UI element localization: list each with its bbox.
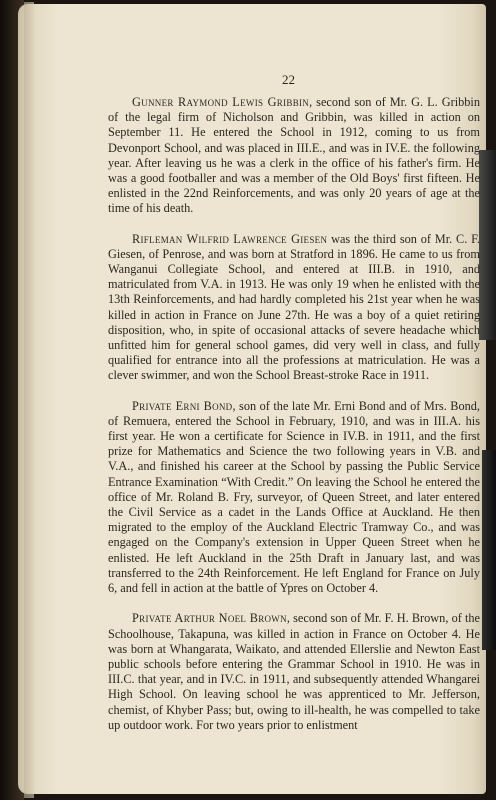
- entry-gribbin: [108, 95, 480, 217]
- entry-name: Private Erni Bond: [132, 398, 233, 413]
- facing-page-photo-top: [479, 150, 496, 340]
- entry-text: was the third son of Mr. C. F. Giesen, of Penrose, and was born at Stratford in 1896. He came to us from Wanganui Collegiate School, and entered at III.B. in 1910, and matriculated from V.A. in 1913. He was only 19 when he enlisted with the 13th Reinforcements, and had hardly completed his 21st year when he was killed in action in France on June 27th. He was a boy of a quiet retiring disposition, who, in spite of occasional attacks of severe headache which unfitted him for general school games, did very well in class, and fully qualified for entrance into all the professions at matriculation. He was a clever swimmer, and won the School Breast-stroke Race in 1911.: [108, 231, 481, 383]
- entry-text: , second son of Mr. G. L. Gribbin of the legal firm of Nicholson and Gribbin, was killed in action on September 11. He entered the School in 1912, coming to us from Devonport School, and was placed in III.E., and was in IV.E. the following year. After leaving us he was a clerk in the office of his father's firm. He was a good footballer and was a member of the Old Boys' first fifteen. He enlisted in the 22nd Reinforcements, and was only 20 years of age at the time of his death.: [108, 95, 480, 216]
- page-number: 22: [282, 72, 295, 87]
- facing-page-photo-bottom: [482, 450, 496, 650]
- entry-brown: [108, 611, 480, 733]
- entry-name: Gunner Raymond Lewis Gribbin: [132, 95, 310, 109]
- page-gutter: [24, 2, 34, 798]
- entry-bond: [108, 399, 480, 597]
- entry-text: , son of the late Mr. Erni Bond and of Mrs. Bond, of Remuera, entered the School in February, 1910, and was in III.A. his first year. He won a certificate for Science in IV.B. in 1911, and the first prize for Mathematics and Science the two following years in V.B. and V.A., and finished his career at the School by passing the Public Service Entrance Examination “With Credit.” On leaving the School he entered the office of Mr. Roland B. Fry, surveyor, of Queen Street, and later entered the Civil Service as a cadet in the Lands Office at Auckland. He then migrated to the employ of the Auckland Electric Tramway Co., and was engaged on the Company's extension in Upper Queen Street when he enlisted. He left Auckland in the 25th Draft in January last, and was transferred to the 24th Reinforcement. He left England for France on July 6, and fell in action at the battle of Ypres on October 4.: [108, 398, 480, 596]
- entry-name: Private Arthur Noel Brown: [132, 611, 287, 626]
- entry-giesen: [108, 232, 480, 384]
- entry-name: Rifleman Wilfrid Lawrence Giesen: [132, 231, 328, 246]
- text-column: [108, 95, 480, 748]
- entry-text: , second son of Mr. F. H. Brown, of the Schoolhouse, Takapuna, was killed in action in France on October 4. He was born at Whangarata, Waikato, and attended Ellerslie and Newton East public schools before entering the Grammar School in 1910. He was in III.C. that year, and in IV.C. in 1911, and subsequently attended Whangarei High School. On leaving school he was apprenticed to Mr. Jefferson, chemist, of Khyber Pass; but, owing to ill-health, he was compelled to take up outdoor work. For two years prior to enlistment: [108, 611, 480, 732]
